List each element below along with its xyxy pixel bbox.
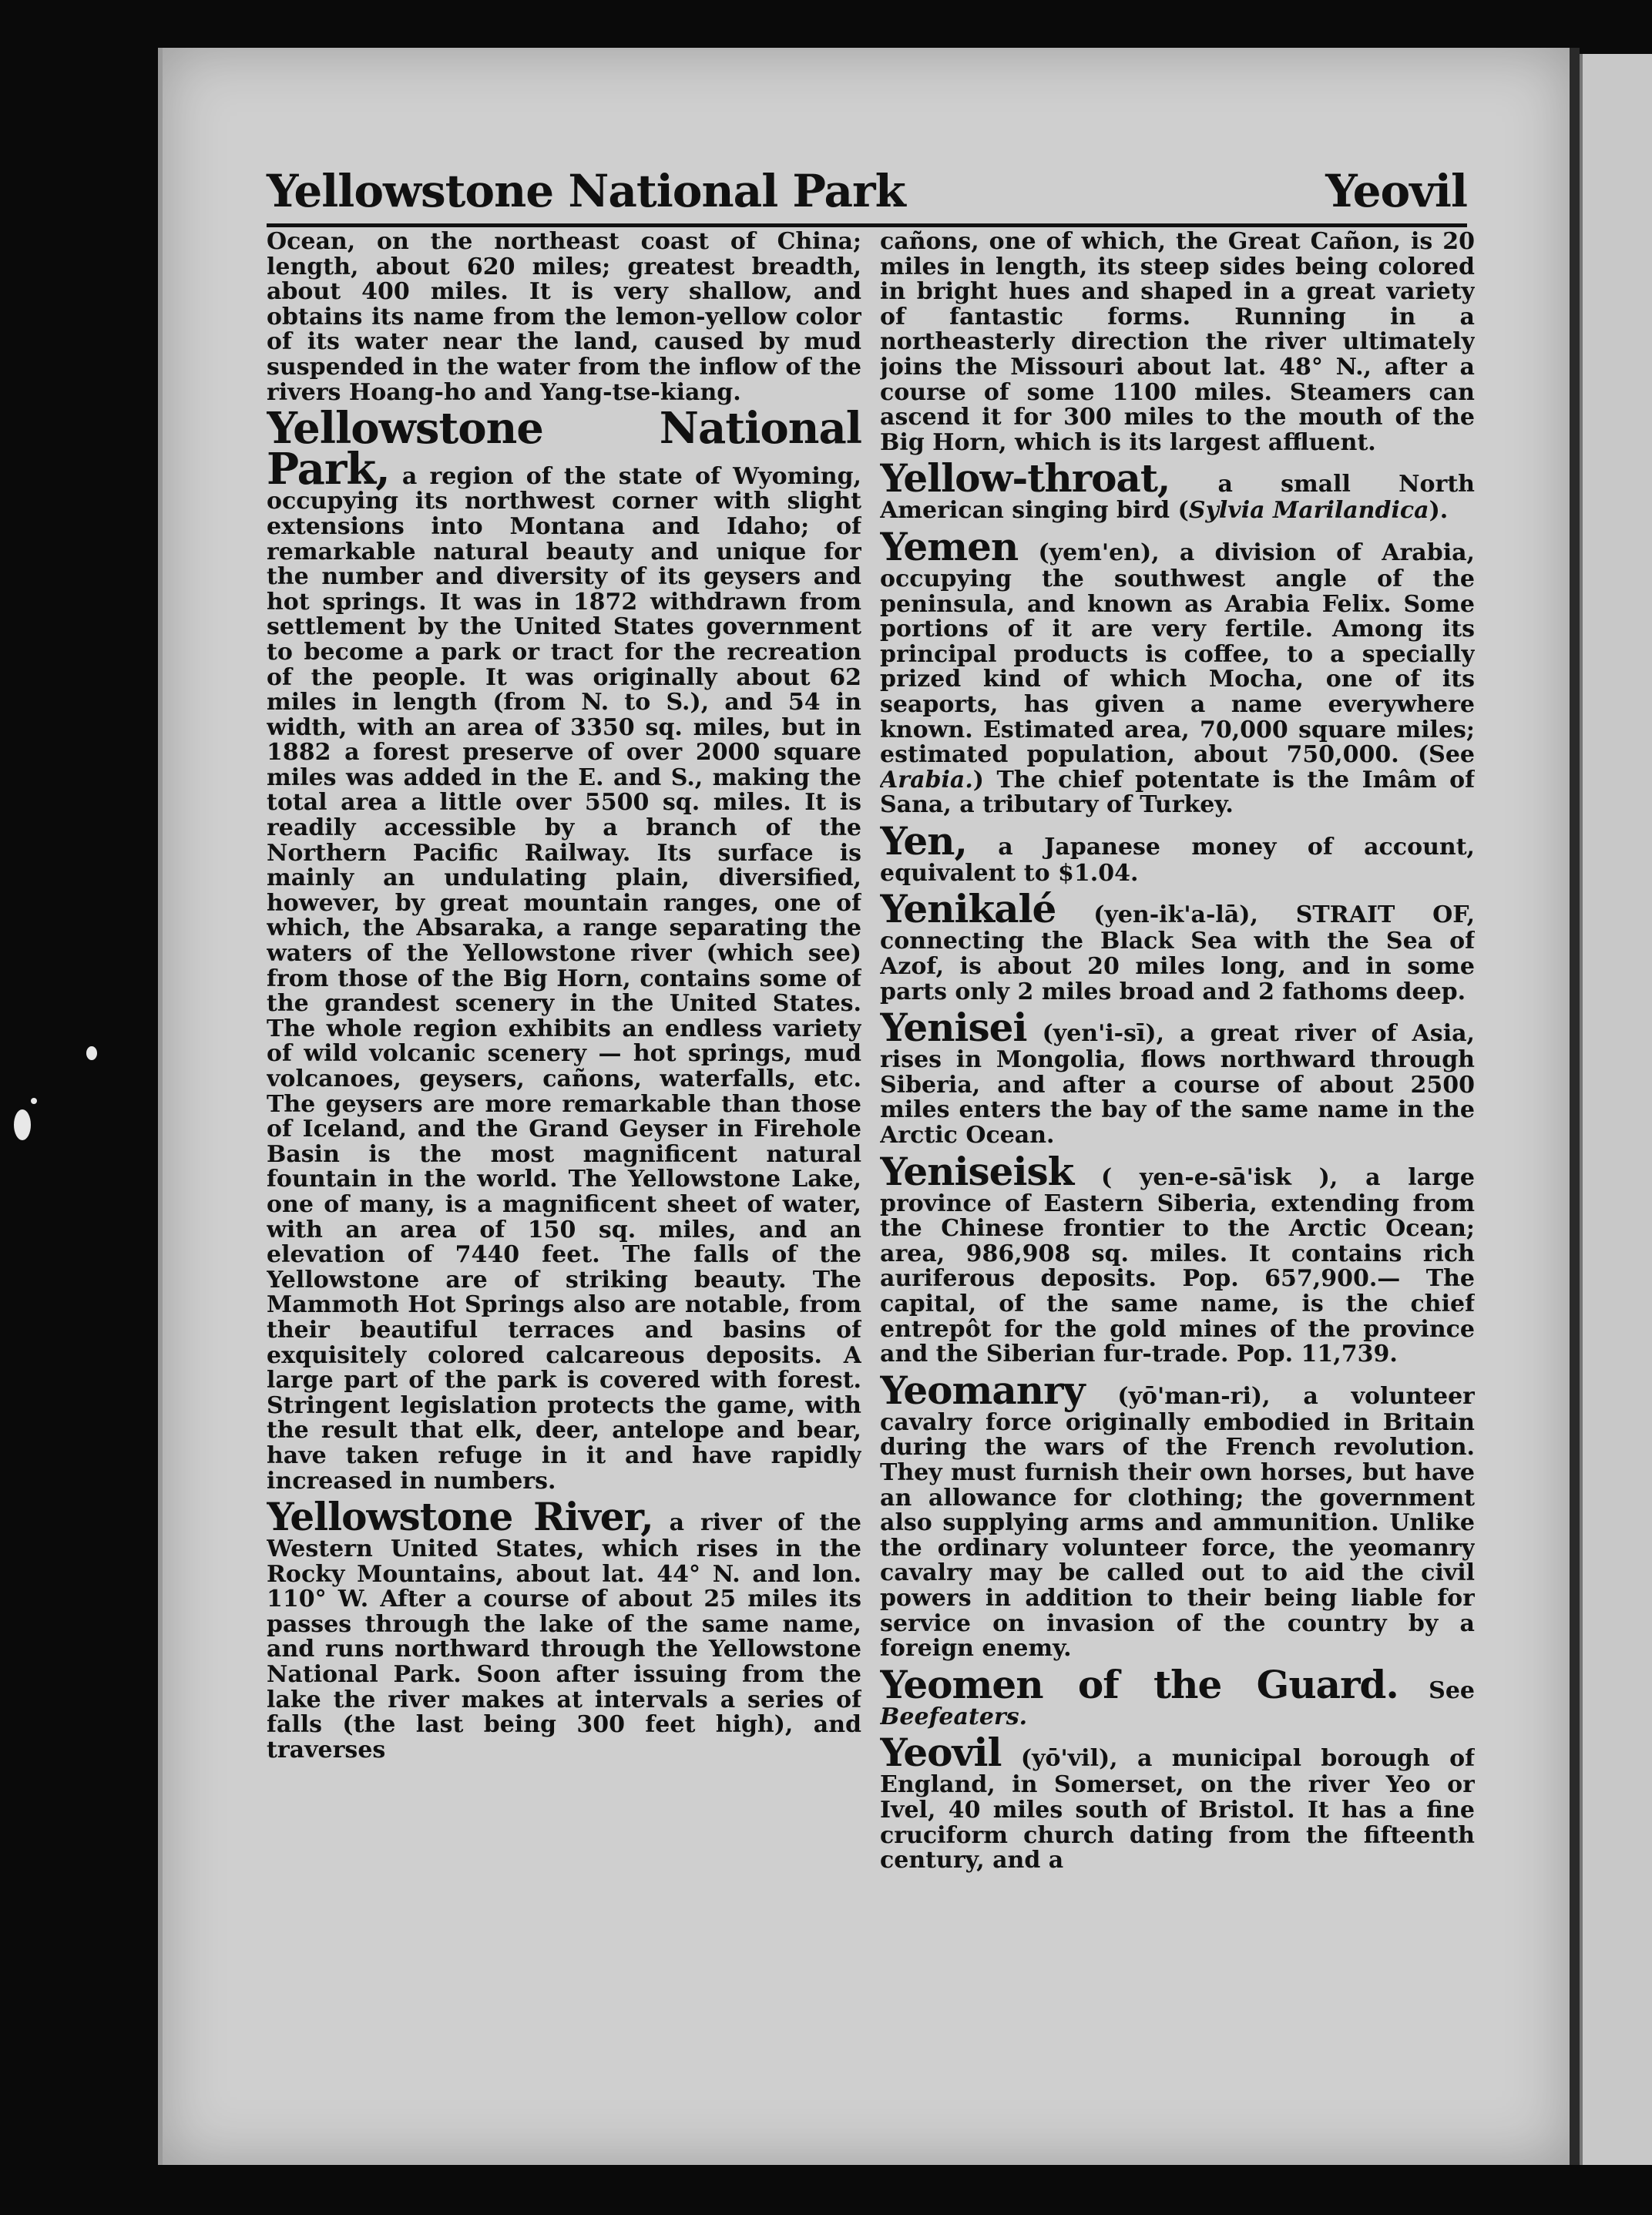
- entry-body: a great river of Asia, rises in Mongolia, flows northward through Siberia, and after a course of about 2500 miles enters the bay of the same name in the Arctic Ocean.: [880, 1020, 1475, 1149]
- entry-body: a small North American singing bird (: [880, 471, 1475, 525]
- entry-headword: Yenisei: [880, 1005, 1027, 1051]
- dictionary-entry: [880, 1661, 1475, 1730]
- entry-headword: Yeomanry: [880, 1367, 1085, 1413]
- scan-speck: [14, 1109, 31, 1140]
- entry-body: a volunteer cavalry force originally embodied in Britain during the wars of the French revolution. They must furnish their own horses, but have an allowance for clothing; the government also supplying arms and ammunition. Unlike the ordinary volunteer force, the yeomanry cavalry may be called out to aid the civil powers in addition to their being liable for service on invasion of the country by a foreign enemy.: [880, 1382, 1475, 1663]
- entry-headword: Yen,: [880, 817, 967, 864]
- right-column: [880, 230, 1475, 2094]
- dictionary-entry: [880, 886, 1475, 1005]
- entry-italic: Arabia.: [880, 766, 973, 794]
- entry-headword: Yellowstone River,: [267, 1494, 653, 1540]
- left-column: [267, 230, 861, 2094]
- entry-pronunciation: (yen'i-sī),: [1042, 1020, 1165, 1048]
- continuation-text: Ocean, on the northeast coast of China; length, about 620 miles; greatest breadth, about 400 miles. It is very shallow, and obtains its name from the lemon-yellow color of its water near the land, caused by mud suspended in the water from the inflow of the rivers Hoang-ho and Yang-tse-kiang.: [267, 230, 861, 406]
- entry-pronunciation: (yō'vil),: [1020, 1745, 1118, 1773]
- entry-headword: Yeomen of the Guard.: [880, 1661, 1398, 1707]
- entry-italic: Beefeaters.: [880, 1703, 1028, 1730]
- dictionary-entry: [880, 1367, 1475, 1663]
- page-gutter: [1570, 48, 1580, 2165]
- dictionary-entry: [880, 455, 1475, 525]
- entry-headword: Yeovil: [880, 1730, 1002, 1776]
- entry-body: a large province of Eastern Siberia, extending from the Chinese frontier to the Arctic Ocean; area, 986,908 sq. miles. It contains rich auriferous deposits. Pop. 657,900.— The capital, of the same name, is the chief entrepôt for the gold mines of the province and the Siberian fur-trade. Pop. 11,739.: [880, 1163, 1475, 1368]
- entry-headword: Yellowstone National Park,: [267, 403, 861, 495]
- facing-page-edge: [1580, 54, 1652, 2165]
- entry-headword: Yeniseisk: [880, 1148, 1074, 1194]
- entry-body: See: [1429, 1676, 1475, 1704]
- book-page: [158, 48, 1570, 2165]
- running-header: [267, 139, 1467, 227]
- continuation-text: cañons, one of which, the Great Cañon, is 20 miles in length, its steep sides being colored in bright hues and shaped in a great variety of fantastic forms. Running in a northeasterly direction the river ultimately joins the Missouri about lat. 48° N., after a course of some 1100 miles. Steamers can ascend it for 300 miles to the mouth of the Big Horn, which is its largest affluent.: [880, 230, 1475, 456]
- entry-body: a division of Arabia, occupying the southwest angle of the peninsula, and known as Arabia Felix. Some portions of it are very fertile. Among its principal products is coffee, to a specially prized kind of which Mocha, one of its seaports, has given a name everywhere known. Estimated area, 70,000 square miles; estimated population, about 750,000. (See: [880, 539, 1475, 769]
- dictionary-entry: [880, 817, 1475, 887]
- entry-body-after: ).: [1429, 497, 1449, 525]
- running-head-right: Yeovil: [1325, 165, 1467, 217]
- entry-pronunciation: (yō'man-ri),: [1117, 1382, 1271, 1410]
- dictionary-entry: [880, 523, 1475, 819]
- scan-speck: [31, 1098, 37, 1104]
- entry-headword: Yenikalé: [880, 886, 1056, 932]
- entry-pronunciation: (yem'en),: [1038, 539, 1160, 566]
- running-head-left: Yellowstone National Park: [267, 165, 905, 217]
- entry-italic: Sylvia Marilandica: [1188, 497, 1429, 525]
- entry-body: a Japanese money of account, equivalent to $1.04.: [880, 833, 1475, 887]
- entry-headword: Yemen: [880, 523, 1019, 569]
- dictionary-entry: [880, 1005, 1475, 1149]
- entry-body: a municipal borough of England, in Somerset, on the river Yeo or Ivel, 40 miles south of Bristol. It has a fine cruciform church dating from the fifteenth century, and a: [880, 1745, 1475, 1874]
- dictionary-entry: [267, 1494, 861, 1764]
- entry-pronunciation: ( yen-e-sā'isk ),: [1101, 1163, 1338, 1191]
- dictionary-entry: [880, 1148, 1475, 1368]
- scan-speck: [86, 1046, 97, 1060]
- entry-body: STRAIT OF, connecting the Black Sea with the Sea of Azof, is about 20 miles long, and in some parts only 2 miles broad and 2 fathoms deep.: [880, 901, 1475, 1005]
- entry-headword: Yellow-throat,: [880, 455, 1170, 502]
- dictionary-entry: [267, 403, 861, 1495]
- entry-body-after: ) The chief potentate is the Imâm of Sana, a tributary of Turkey.: [880, 766, 1475, 819]
- entry-pronunciation: (yen-ik'a-lā),: [1093, 901, 1258, 929]
- entry-body: a river of the Western United States, which rises in the Rocky Mountains, about lat. 44° N. and lon. 110° W. After a course of about 25 miles its passes through the lake of the same name, and runs northward through the Yellowstone National Park. Soon after issuing from the lake the river makes at intervals a series of falls (the last being 300 feet high), and traverses: [267, 1509, 861, 1764]
- dictionary-entry: [880, 1730, 1475, 1874]
- entry-body: a region of the state of Wyoming, occupying its northwest corner with slight extensions into Montana and Idaho; of remarkable natural beauty and unique for the number and diversity of its geysers and hot springs. It was in 1872 withdrawn from settlement by the United States government to become a park or tract for the recreation of the people. It was originally about 62 miles in length (from N. to S.), and 54 in width, with an area of 3350 sq. miles, but in 1882 a forest preserve of over 2000 square miles was added in the E. and S., making the total area a little over 5500 sq. miles. It is readily accessible by a branch of the Northern Pacific Railway. Its surface is mainly an undulating plain, diversified, however, by great mountain ranges, one of which, the Absaraka, a range separating the waters of the Yellowstone river (which see) from those of the Big Horn, contains some of the grandest scenery in the United States. The whole region exhibits an endless variety of wild volcanic scenery — hot springs, mud volcanoes, geysers, cañons, waterfalls, etc. The geysers are more remarkable than those of Iceland, and the Grand Geyser in Firehole Basin is the most magnificent natural fountain in the world. The Yellowstone Lake, one of many, is a magnificent sheet of water, with an area of 150 sq. miles, and an elevation of 7440 feet. The falls of the Yellowstone are of striking beauty. The Mammoth Hot Springs also are notable, from their beautiful terraces and basins of exquisitely colored calcareous deposits. A large part of the park is covered with forest. Stringent legislation protects the game, with the result that elk, deer, antelope and bear, have taken refuge in it and have rapidly increased in numbers.: [267, 462, 861, 1495]
